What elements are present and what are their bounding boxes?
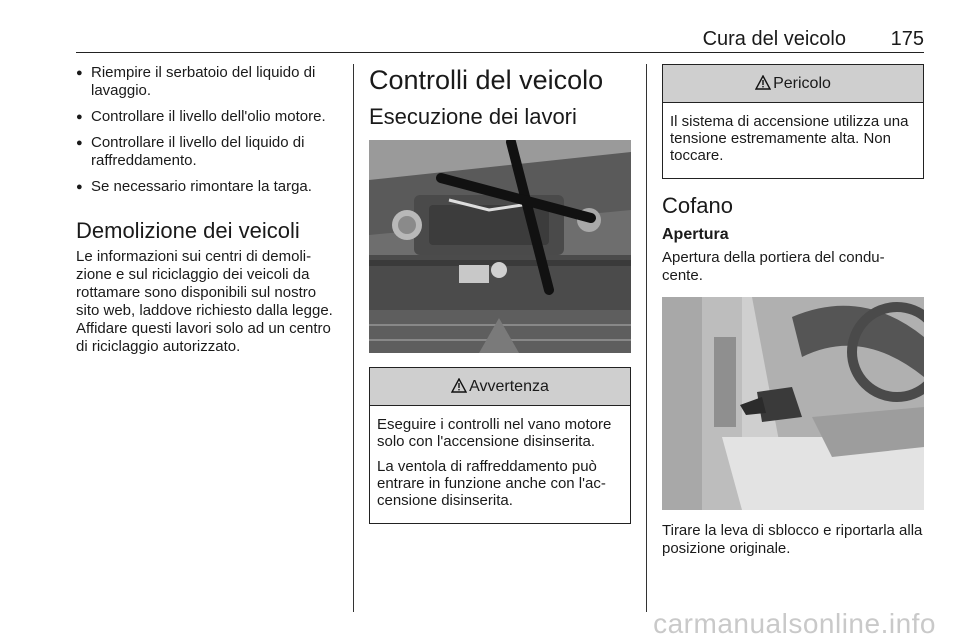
engine-bay-photo bbox=[369, 140, 631, 353]
list-item: ● Se necessario rimontare la targa. bbox=[76, 178, 342, 196]
list-item: ● Controllare il livello del liquido di raffreddamento. bbox=[76, 134, 342, 170]
warning-box bbox=[369, 367, 631, 524]
watermark: carmanualsonline.info bbox=[653, 608, 936, 639]
column-divider bbox=[353, 64, 354, 612]
page-number: 175 bbox=[890, 28, 924, 50]
warning-text: La ventola di raffreddamento può entrare in funzione anche con l'ac-censione disinserita. bbox=[377, 458, 606, 509]
column-divider bbox=[646, 64, 647, 612]
body-paragraph: Le informazioni sui centri di demoli-zione e sul riciclaggio dei veicoli da rottamare sono disponibili sul nostro sito web, laddove richiesto dalla legge. Affidare questi lavori solo ad un centro di riciclaggio autorizzato. bbox=[76, 248, 333, 355]
section-heading: Demolizione dei veicoli bbox=[76, 218, 300, 243]
subsection-heading: Apertura bbox=[662, 226, 729, 243]
warning-title: Avvertenza bbox=[469, 378, 549, 395]
hood-release-lever-photo bbox=[662, 297, 924, 510]
section-title: Cura del veicolo bbox=[702, 28, 846, 50]
column-middle bbox=[369, 64, 631, 524]
checklist bbox=[76, 64, 342, 196]
column-left bbox=[76, 64, 342, 364]
section-subtitle: Esecuzione dei lavori bbox=[369, 104, 577, 129]
column-right bbox=[662, 64, 924, 566]
chapter-title: Controlli del veicolo bbox=[369, 65, 604, 95]
warning-text: Eseguire i controlli nel vano motore solo con l'accensione disinserita. bbox=[377, 416, 612, 450]
warning-triangle-icon bbox=[451, 378, 467, 393]
section-heading: Cofano bbox=[662, 193, 733, 218]
list-item: ● Riempire il serbatoio del liquido di lavaggio. bbox=[76, 64, 342, 100]
danger-box bbox=[662, 64, 924, 179]
photo-caption: Tirare la leva di sblocco e riportarla alla posizione originale. bbox=[662, 522, 923, 557]
danger-title: Pericolo bbox=[773, 75, 831, 92]
danger-text: Il sistema di accensione utilizza una tensione estremamente alta. Non toccare. bbox=[670, 113, 909, 164]
body-paragraph: Apertura della portiera del condu-cente. bbox=[662, 249, 885, 284]
page-header bbox=[76, 26, 924, 53]
warning-triangle-icon bbox=[755, 75, 771, 90]
list-item: ● Controllare il livello dell'olio motore. bbox=[76, 108, 342, 126]
